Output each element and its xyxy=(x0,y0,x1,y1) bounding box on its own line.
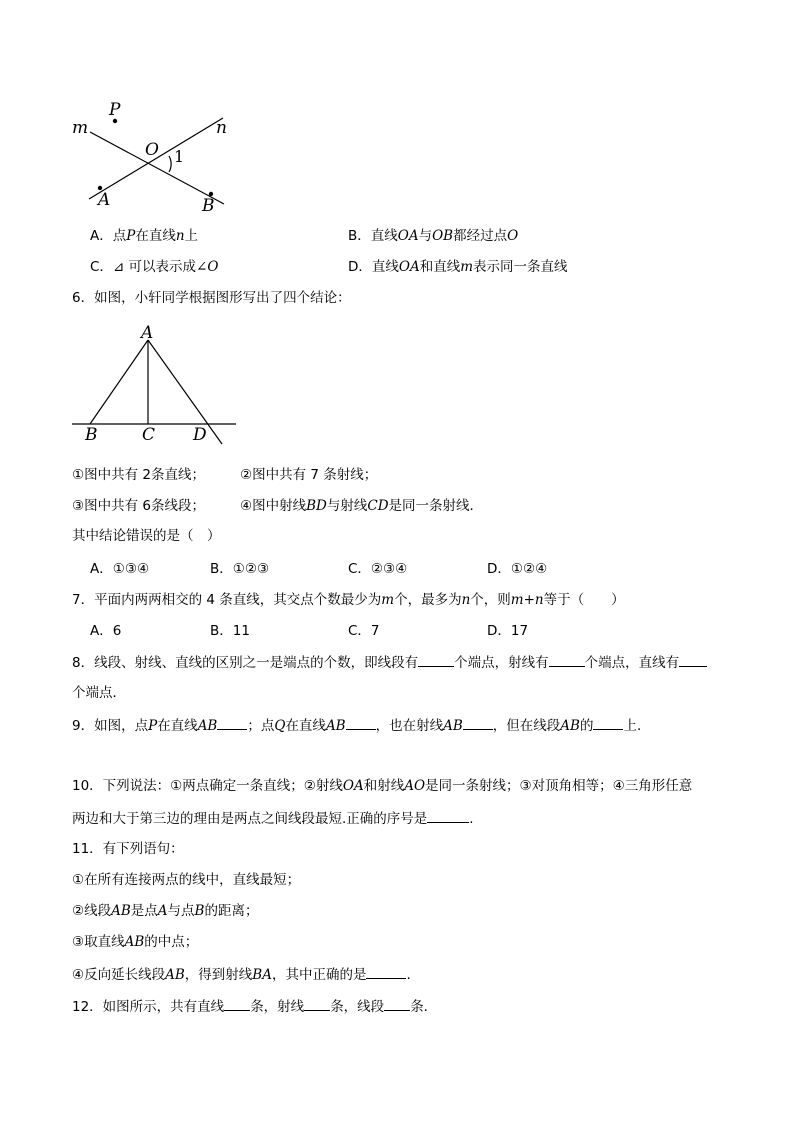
q6-statement-3: ③图中共有 6条线段； xyxy=(72,498,205,514)
answer-blank[interactable] xyxy=(304,997,330,1011)
answer-blank[interactable] xyxy=(679,653,707,667)
figure-intersecting-lines xyxy=(66,98,236,216)
q7-option-a[interactable]: A．6 xyxy=(90,623,122,639)
answer-blank[interactable] xyxy=(384,997,410,1011)
triangle-angle-symbol: ⊿ xyxy=(112,259,125,275)
answer-blank[interactable] xyxy=(217,716,247,730)
q11-statement-4: ④反向延长线段AB，得到射线BA，其中正确的是 . xyxy=(72,967,411,983)
q10-line-2: 两边和大于第三边的理由是两点之间线段最短.正确的序号是 . xyxy=(72,811,474,827)
q6-option-d[interactable]: D．①②④ xyxy=(487,561,548,577)
q7-option-b[interactable]: B．11 xyxy=(210,623,250,639)
q8-line-1: 8．线段、射线、直线的区别之一是端点的个数，即线段有 个端点，射线有 个端点，直线有 xyxy=(72,653,707,672)
q5-option-d[interactable]: D．直线OA和直线m表示同一条直线 xyxy=(348,259,568,275)
q12-stem: 12．如图所示，共有直线 条，射线 条，线段 条． xyxy=(72,999,438,1015)
label-O: O xyxy=(145,140,159,160)
label-B: B xyxy=(202,196,215,216)
q6-option-b[interactable]: B．①②③ xyxy=(210,561,270,577)
q10-line-1: 10．下列说法：①两点确定一条直线；②射线OA和射线AO是同一条射线；③对顶角相等；④三角形任意 xyxy=(72,778,693,794)
q5-option-b[interactable]: B．直线OA与OB都经过点O xyxy=(348,228,519,244)
label-A: A xyxy=(98,190,111,210)
label-A: A xyxy=(141,323,154,343)
answer-blank[interactable] xyxy=(593,716,623,730)
q6-question: 其中结论错误的是（ ） xyxy=(72,528,221,544)
label-angle-1: 1 xyxy=(174,147,185,166)
q6-stem: 6．如图，小轩同学根据图形写出了四个结论： xyxy=(72,290,351,306)
label-C: C xyxy=(142,425,156,445)
answer-blank[interactable] xyxy=(366,965,406,979)
label-n: n xyxy=(216,118,227,138)
q11-statement-1: ①在所有连接两点的线中，直线最短； xyxy=(72,872,301,888)
q8-line-2: 个端点． xyxy=(72,685,126,701)
answer-blank[interactable] xyxy=(346,716,376,730)
q6-statement-2: ②图中共有 7 条射线； xyxy=(240,467,378,483)
answer-blank[interactable] xyxy=(224,997,250,1011)
q11-statement-3: ③取直线AB的中点； xyxy=(72,934,199,950)
q7-option-d[interactable]: D．17 xyxy=(487,623,529,639)
q6-statement-1: ①图中共有 2条直线； xyxy=(72,467,205,483)
q11-statement-2: ②线段AB是点A与点B的距离； xyxy=(72,903,259,919)
answer-blank[interactable] xyxy=(427,809,469,823)
q7-option-c[interactable]: C．7 xyxy=(348,623,380,639)
angle-1-arc xyxy=(169,156,171,172)
q5-option-a[interactable]: A．点P在直线n上 xyxy=(90,228,199,244)
q6-option-a[interactable]: A．①③④ xyxy=(90,561,150,577)
label-P: P xyxy=(109,100,121,120)
label-m: m xyxy=(72,118,89,138)
q7-stem: 7．平面内两两相交的 4 条直线，其交点个数最少为m个，最多为n个，则m+n等于（ ） xyxy=(72,592,625,608)
answer-blank[interactable] xyxy=(549,653,585,667)
label-B: B xyxy=(85,425,98,445)
q11-stem: 11．有下列语句： xyxy=(72,841,184,857)
q9-stem: 9．如图，点P在直线AB ；点Q在直线AB ，也在射线AB ，但在线段AB的 上． xyxy=(72,718,651,734)
q6-option-c[interactable]: C．②③④ xyxy=(348,561,408,577)
figure-triangle-abd xyxy=(66,322,246,446)
answer-blank[interactable] xyxy=(418,653,454,667)
label-D: D xyxy=(193,425,207,445)
line-AD-extended xyxy=(148,340,222,444)
q6-statement-4: ④图中射线BD与射线CD是同一条射线． xyxy=(240,498,484,514)
q5-option-c[interactable]: C．⊿ 可以表示成∠O xyxy=(90,259,219,275)
segment-AB xyxy=(90,340,148,424)
answer-blank[interactable] xyxy=(463,716,493,730)
